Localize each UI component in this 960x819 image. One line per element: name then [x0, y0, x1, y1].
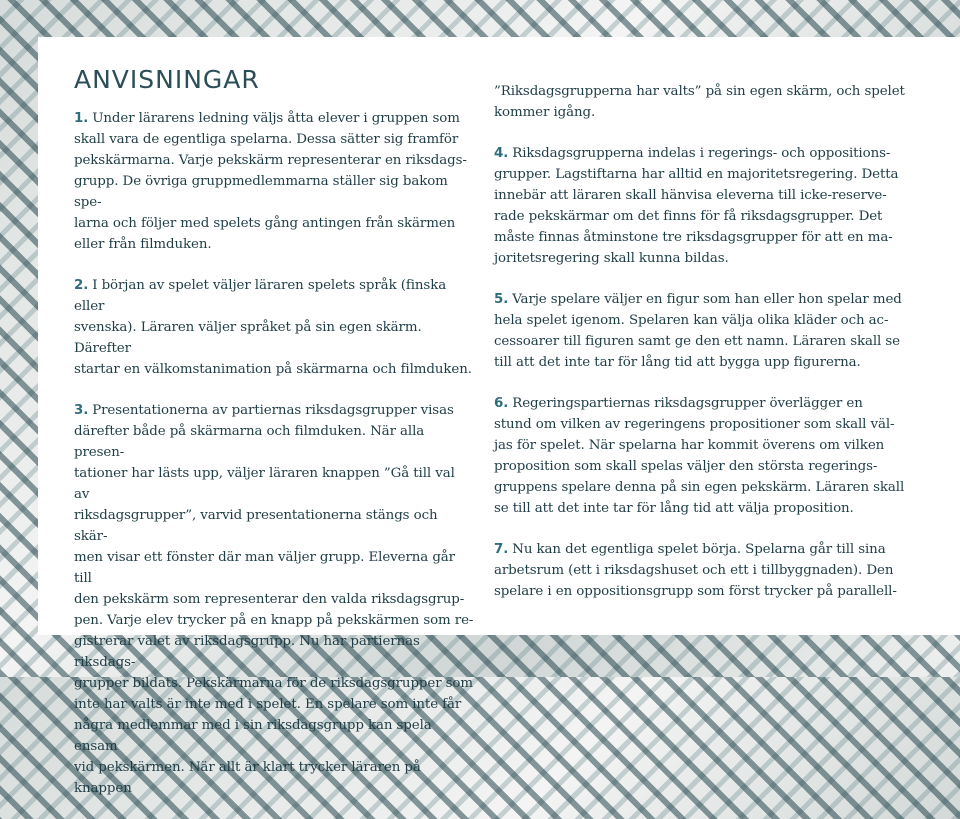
step-text: I början av spelet väljer läraren spelets språk (finska eller svenska). Läraren väljer språket på sin egen skärm. Därefter startar en välkomstanimation på skärmarna och filmduken. [74, 278, 472, 377]
left-column [74, 37, 474, 819]
step-text: Presentationerna av partiernas riksdagsgrupper visas därefter både på skärmarna och filmduken. När alla presen- tationer har lästs upp, väljer läraren knappen ”Gå till val av riksdagsgrupper”, varvid presentationerna stängs och skär- men visar ett fönster där man väljer grupp. Eleverna går till den pekskärm som representerar den valda riksdagsgrup- pen. Varje elev trycker på en knapp på pekskärmen som re- gistrerar valet av riksdagsgrupp. Nu har partiernas riksdags- grupper bildats. Pekskärmarna för de riksdagsgrupper som inte har valts är inte med i spelet. En spelare som inte får några medlemmar med i sin riksdagsgrupp kan spela ensam vid pekskärmen. När allt är klart trycker läraren på knappen [74, 403, 474, 796]
step-number: 4. [494, 146, 509, 161]
page-title: ANVISNINGAR [74, 65, 260, 94]
instruction-3 [74, 400, 474, 799]
instruction-4 [494, 143, 914, 269]
step-number: 1. [74, 111, 89, 126]
step-number: 3. [74, 403, 89, 418]
instruction-1 [74, 108, 474, 255]
step-number: 6. [494, 396, 509, 411]
step-text: Varje spelare väljer en figur som han eller hon spelar med hela spelet igenom. Spelaren kan välja olika kläder och ac- cessoarer till figuren samt ge den ett namn. Läraren skall se till att det inte tar för lång tid att bygga upp figurerna. [494, 292, 902, 370]
step-text: Riksdagsgrupperna indelas i regerings- och oppositions- grupper. Lagstiftarna har alltid en majoritetsregering. Detta innebär att läraren skall hänvisa eleverna till icke-reserve- rade pekskärmar om det finns för få riksdagsgrupper. Det måste finnas åtminstone tre riksdagsgrupper för att en ma- joritetsregering skall kunna bildas. [494, 146, 899, 266]
step-text: Under lärarens ledning väljs åtta elever i gruppen som skall vara de egentliga spelarna. Dessa sätter sig framför pekskärmarna. Varje pekskärm representerar en riksdags- grupp. De övriga gruppmedlemmarna ställer sig bakom spe- larna och följer med spelets gång antingen från skärmen eller från filmduken. [74, 111, 467, 252]
step-number: 5. [494, 292, 509, 307]
right-column [494, 37, 914, 622]
instruction-2 [74, 275, 474, 380]
step-text: Nu kan det egentliga spelet börja. Spelarna går till sina arbetsrum (ett i riksdagshuset och ett i tillbyggnaden). Den spelare i en oppositionsgrupp som först trycker på parallell- [494, 542, 897, 599]
instruction-6 [494, 393, 914, 519]
continued-text: ”Riksdagsgrupperna har valts” på sin egen skärm, och spelet kommer igång. [494, 84, 905, 120]
step-number: 2. [74, 278, 89, 293]
instruction-5 [494, 289, 914, 373]
step-number: 7. [494, 542, 509, 557]
instructions-page [38, 37, 960, 796]
instruction-7 [494, 539, 914, 602]
step-text: Regeringspartiernas riksdagsgrupper överlägger en stund om vilken av regeringens propositioner som skall väl- jas för spelet. När spelarna har kommit överens om vilken proposition som skall spelas väljer den största regerings- gruppens spelare denna på sin egen pekskärm. Läraren skall se till att det inte tar för lång tid att välja proposition. [494, 396, 905, 516]
